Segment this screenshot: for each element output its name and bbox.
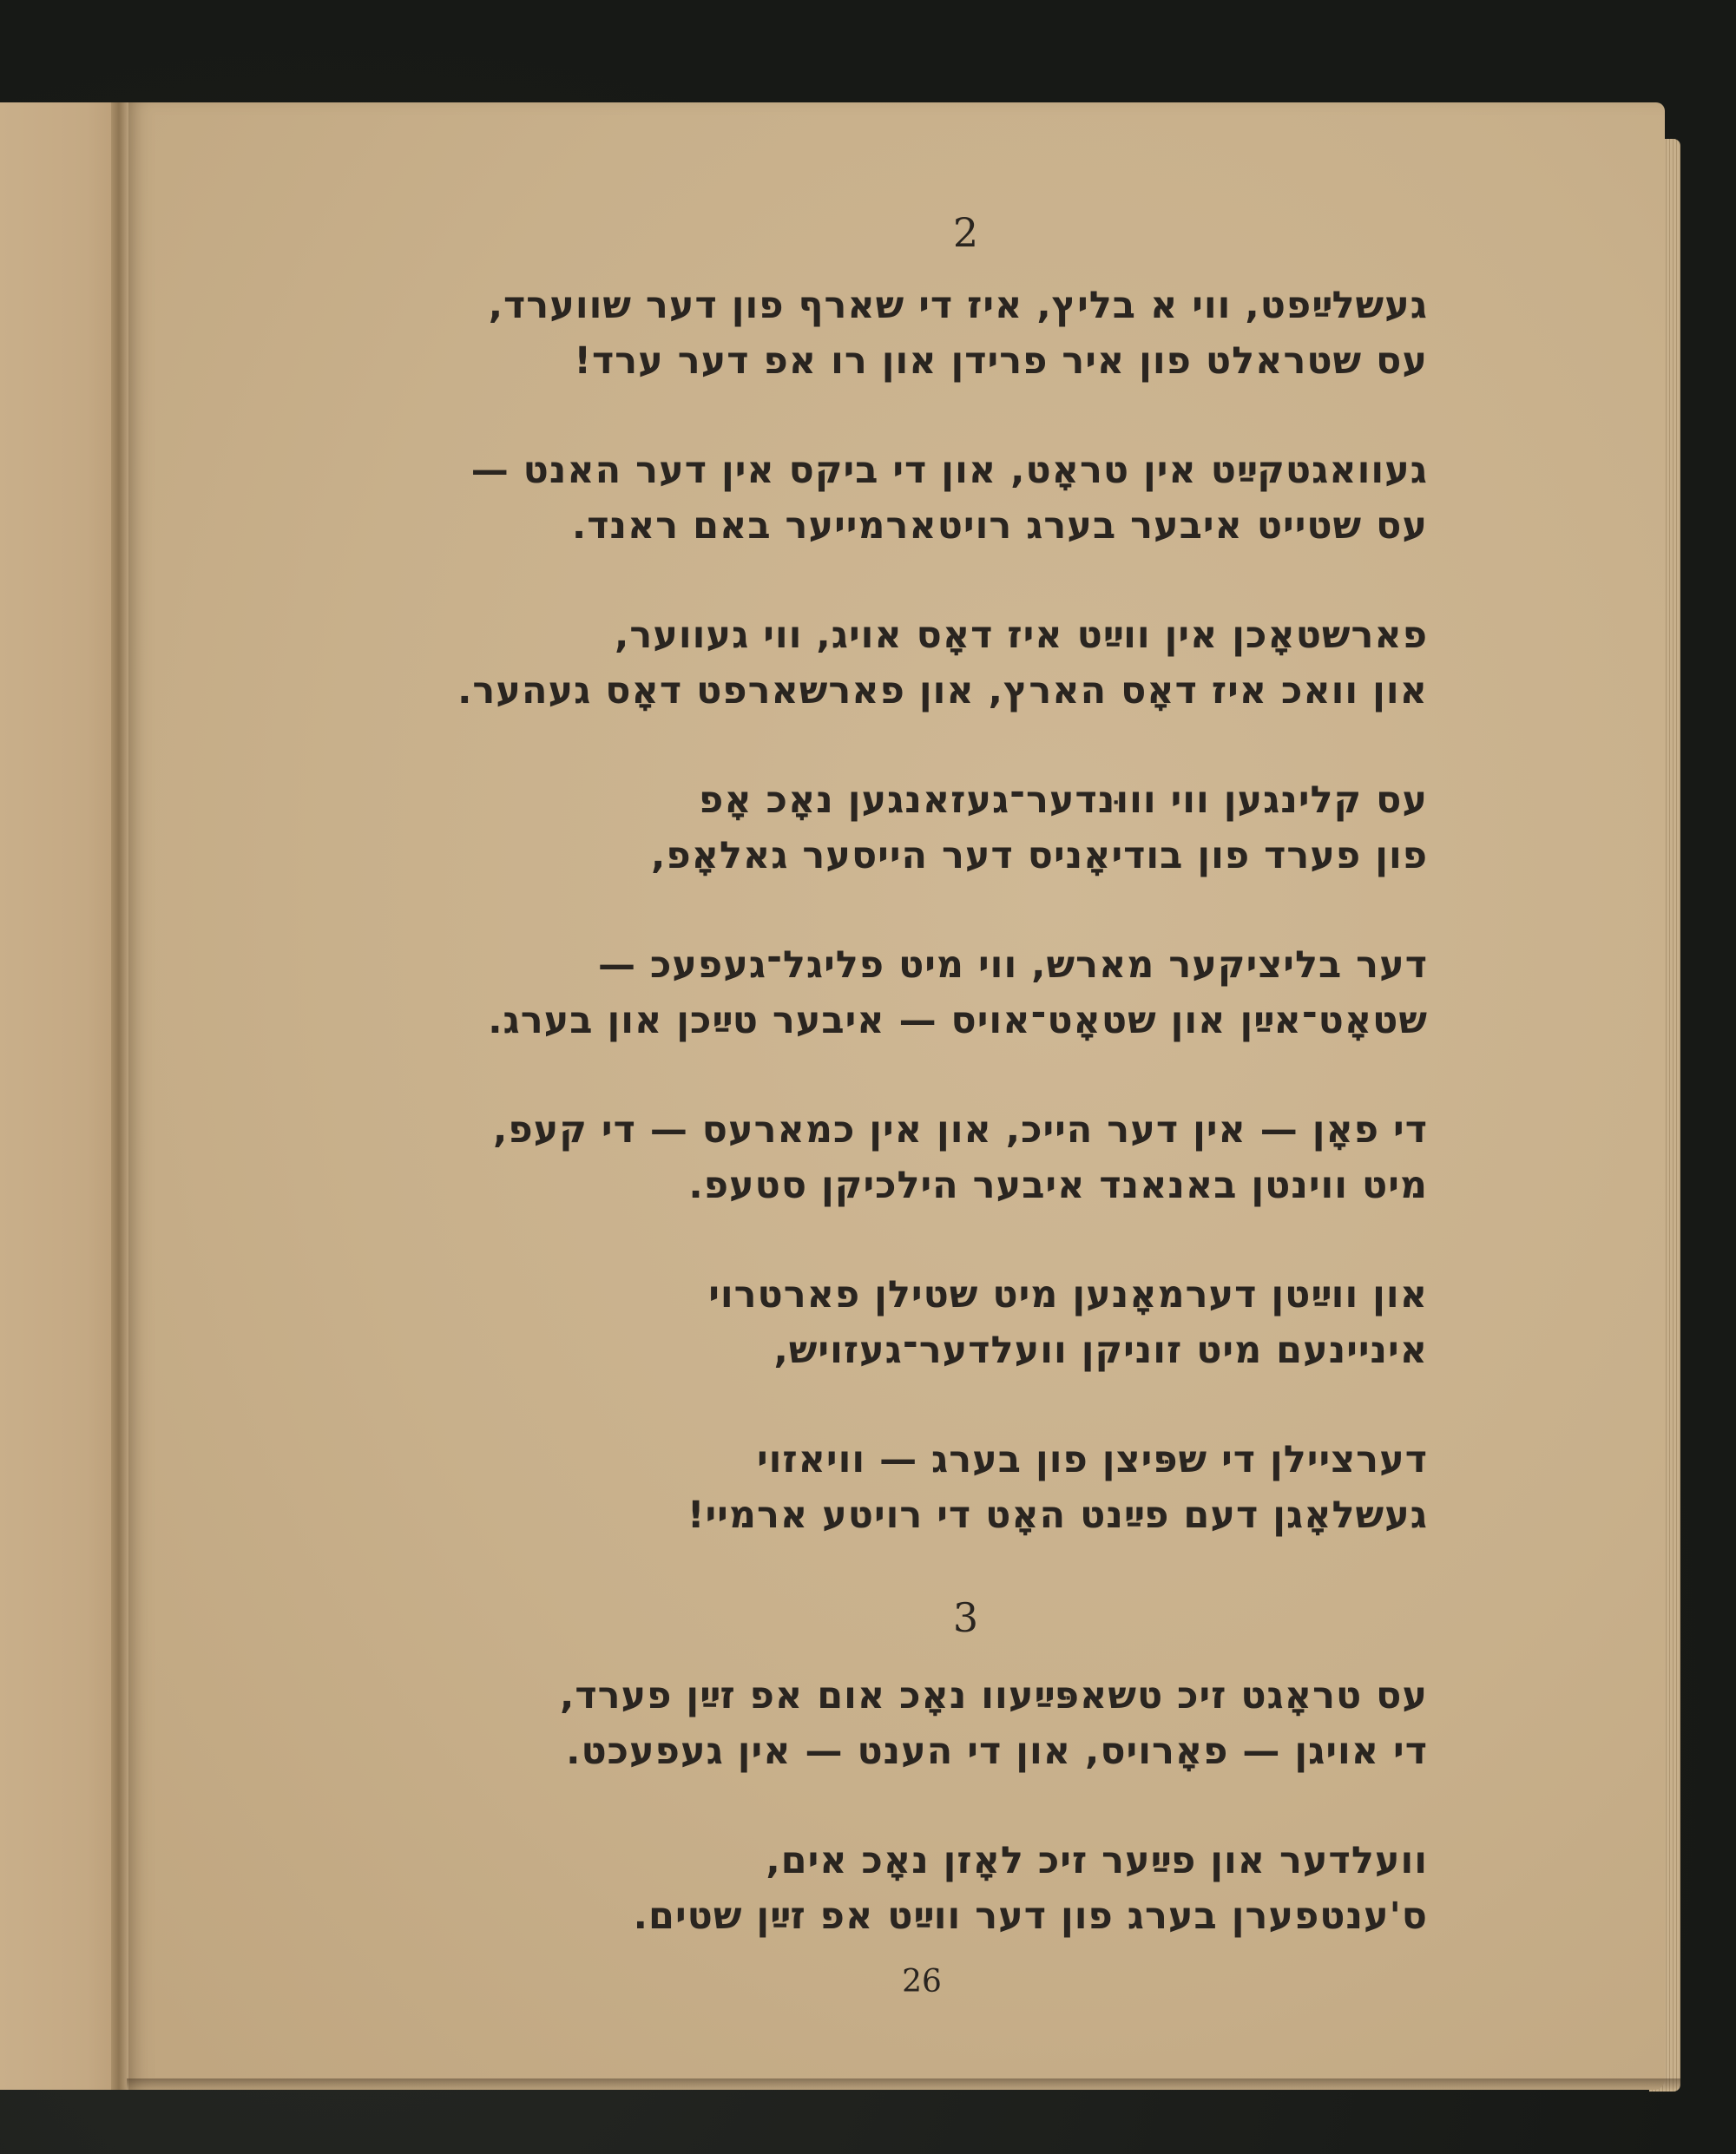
poem-line: פארשטאָכן אין ווײַט איז דאָס אויג, ווי געווער, xyxy=(615,614,1428,657)
poem-line: פון פערד פון בודיאָניס דער הייסער גאלאָפ, xyxy=(651,834,1428,877)
page-number: 26 xyxy=(902,1964,942,2000)
stanza xyxy=(382,278,1428,389)
poem-line: געוואגטקײַט אין טראָט, און די ביקס אין דער האנט — xyxy=(470,449,1428,492)
stanza xyxy=(382,937,1428,1048)
poem-text xyxy=(382,182,1428,1998)
poem-line: ס'ענטפערן בערג פון דער ווײַט אפ זײַן שטים. xyxy=(633,1895,1428,1938)
poem-line: עס טראָגט זיכ טשאפּײַעוו נאָכ אום אפ זײַן פערד, xyxy=(559,1674,1428,1717)
stanza xyxy=(382,1267,1428,1378)
poem-line: מיט ווינטן באנאנד איבער הילכיקן סטעפ. xyxy=(688,1164,1428,1207)
poem-line: די אויגן — פאָרויס, און די הענט — אין געפעכט. xyxy=(566,1730,1428,1773)
stanza xyxy=(382,1102,1428,1213)
book-gutter xyxy=(111,102,128,2090)
poem-line: און ווײַטן דערמאָנען מיט שטילן פארטרוי xyxy=(708,1273,1428,1317)
previous-page-edge xyxy=(0,102,123,2090)
section-number: 2 xyxy=(952,209,979,256)
section-number: 3 xyxy=(952,1594,979,1641)
stanza xyxy=(382,1833,1428,1944)
poem-line: עס שטייט איבער בערג רויטארמייער באם ראנד. xyxy=(571,504,1428,548)
poem-line: געשלאָגן דעם פײַנט האָט די רויטע ארמיי! xyxy=(687,1494,1428,1537)
stanza xyxy=(382,772,1428,883)
poem-line: דער בליציקער מארש, ווי מיט פליגל־געפעכ — xyxy=(597,943,1428,987)
poem-line: און וואכ איז דאָס הארץ, און פארשארפט דאָס געהער. xyxy=(457,669,1428,713)
poem-line: וועלדער און פײַער זיכ לאָזן נאָכ אים, xyxy=(766,1839,1428,1882)
stanza xyxy=(382,1668,1428,1779)
page-shadow xyxy=(127,2078,1680,2091)
stanza xyxy=(382,1432,1428,1543)
poem-line: איניינעם מיט זוניקן וועלדער־געזויש, xyxy=(773,1329,1428,1372)
poem-line: געשלײַפט, ווי א בליץ, איז די שארף פון דער שווערד, xyxy=(488,284,1428,327)
poem-line: דערציילן די שפּיצן פון בערג — וויאזוי xyxy=(756,1438,1428,1481)
stanza xyxy=(382,607,1428,719)
poem-line: שטאָט־אײַן און שטאָט־אויס — איבער טײַכן און בערג. xyxy=(488,999,1428,1042)
stanza xyxy=(382,443,1428,554)
poem-line: עס שטראלט פון איר פרידן און רו אפ דער ערד! xyxy=(574,339,1428,383)
poem-line: עס קלינגען ווי וווּנדער־געזאנגען נאָכ אָפ xyxy=(699,778,1428,822)
poem-line: די פאָן — אין דער הייכ, און אין כמארעס — די קעפ, xyxy=(493,1108,1428,1152)
